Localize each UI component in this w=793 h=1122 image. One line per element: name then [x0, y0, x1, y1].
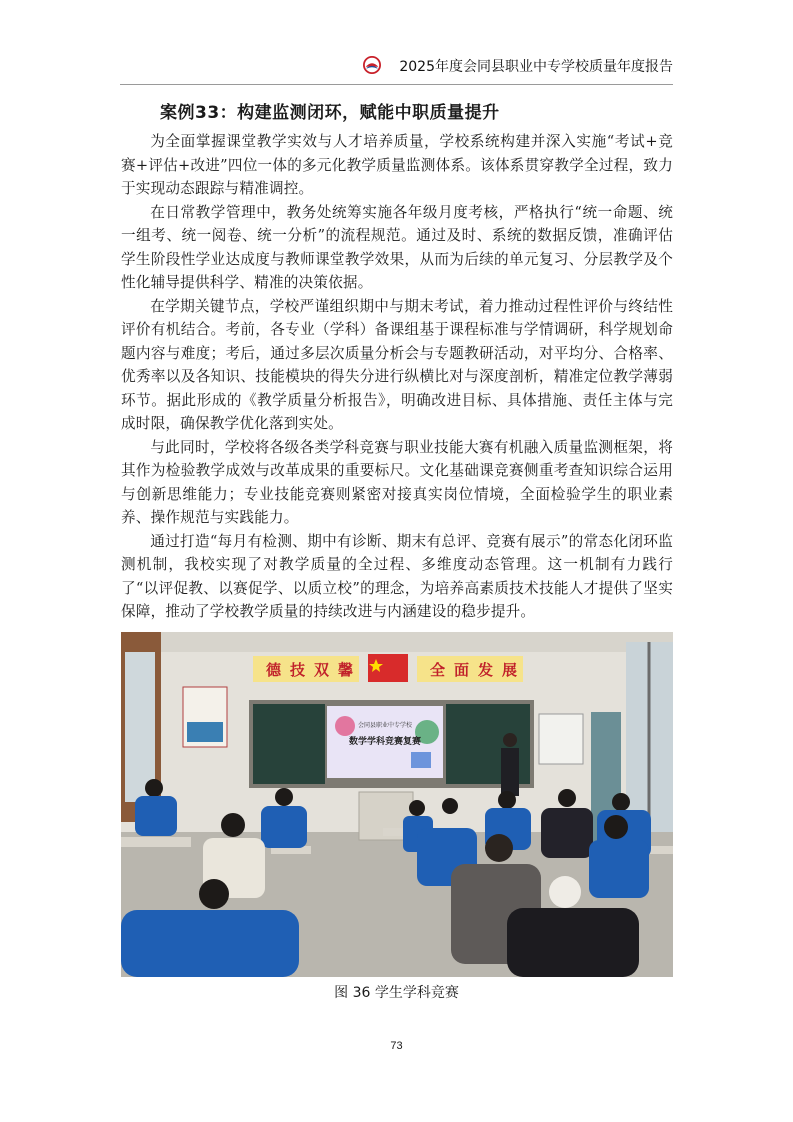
- header-divider: [120, 84, 673, 85]
- paragraph: 与此同时，学校将各级各类学科竞赛与职业技能大赛有机融入质量监测框架，将其作为检验教学成效与改革成果的重要标尺。文化基础课竞赛侧重考查知识综合运用与创新思维能力；专业技能竞赛则紧密对接真实岗位情境，全面检验学生的职业素养、操作规范与实践能力。: [121, 438, 673, 526]
- report-title: 2025年度会同县职业中专学校质量年度报告: [399, 59, 673, 75]
- svg-text:数学学科竞赛复赛: 数学学科竞赛复赛: [348, 737, 422, 747]
- paragraph: 通过打造“每月有检测、期中有诊断、期末有总评、竞赛有展示”的常态化闭环监测机制，我校实现了对教学质量的全过程、多维度动态管理。这一机制有力践行了“以评促教、以赛促学、以质立校”的理念，为培养高素质技术技能人才提供了坚实保障，推动了学校教学质量的持续改进与内涵建设的稳步提升。: [121, 532, 673, 620]
- svg-text:面: 面: [454, 661, 470, 679]
- svg-text:馨: 馨: [338, 661, 354, 679]
- school-emblem-icon: [363, 56, 381, 74]
- figure-caption: 图 36 学生学科竞赛: [334, 985, 459, 1001]
- svg-text:全: 全: [430, 661, 446, 679]
- svg-text:德: 德: [266, 661, 282, 679]
- svg-text:双: 双: [314, 661, 330, 679]
- svg-text:技: 技: [290, 661, 306, 679]
- banner-right: [417, 656, 523, 682]
- page-number: 73: [390, 1040, 403, 1052]
- banner-left: [253, 656, 359, 682]
- case-title: 案例33：构建监测闭环，赋能中职质量提升: [160, 103, 500, 123]
- case-body: [121, 130, 673, 624]
- svg-text:会同县职业中专学校: 会同县职业中专学校: [357, 722, 413, 729]
- paragraph: 在学期关键节点，学校严谨组织期中与期末考试，着力推动过程性评价与终结性评价有机结合。考前，各专业（学科）备课组基于课程标准与学情调研，科学规划命题内容与难度；考后，通过多层次质量分析会与专题教研活动，对平均分、合格率、优秀率以及各知识、技能模块的得失分进行纵横比对与深度剖析，精准定位教学薄弱环节。据此形成的《教学质量分析报告》，明确改进目标、具体措施、责任主体与完成时限，确保教学优化落到实处。: [121, 297, 673, 432]
- china-flag: [368, 654, 408, 682]
- projection-screen: [327, 706, 443, 778]
- svg-text:展: 展: [502, 661, 518, 679]
- svg-text:发: 发: [478, 661, 494, 679]
- classroom-photo: [121, 632, 673, 977]
- page-header: [120, 48, 673, 88]
- classroom-photo-illustration: [121, 632, 673, 977]
- paragraph: 为全面掌握课堂教学实效与人才培养质量，学校系统构建并深入实施“考试+竞赛+评估+改进”四位一体的多元化教学质量监测体系。该体系贯穿教学全过程，致力于实现动态跟踪与精准调控。: [121, 133, 673, 197]
- paragraph: 在日常教学管理中，教务处统筹实施各年级月度考核，严格执行“统一命题、统一组考、统一阅卷、统一分析”的流程规范。通过及时、系统的数据反馈，准确评估学生阶段性学业达成度与教师课堂教学效果，从而为后续的单元复习、分层教学及个性化辅导提供科学、精准的决策依据。: [121, 203, 673, 291]
